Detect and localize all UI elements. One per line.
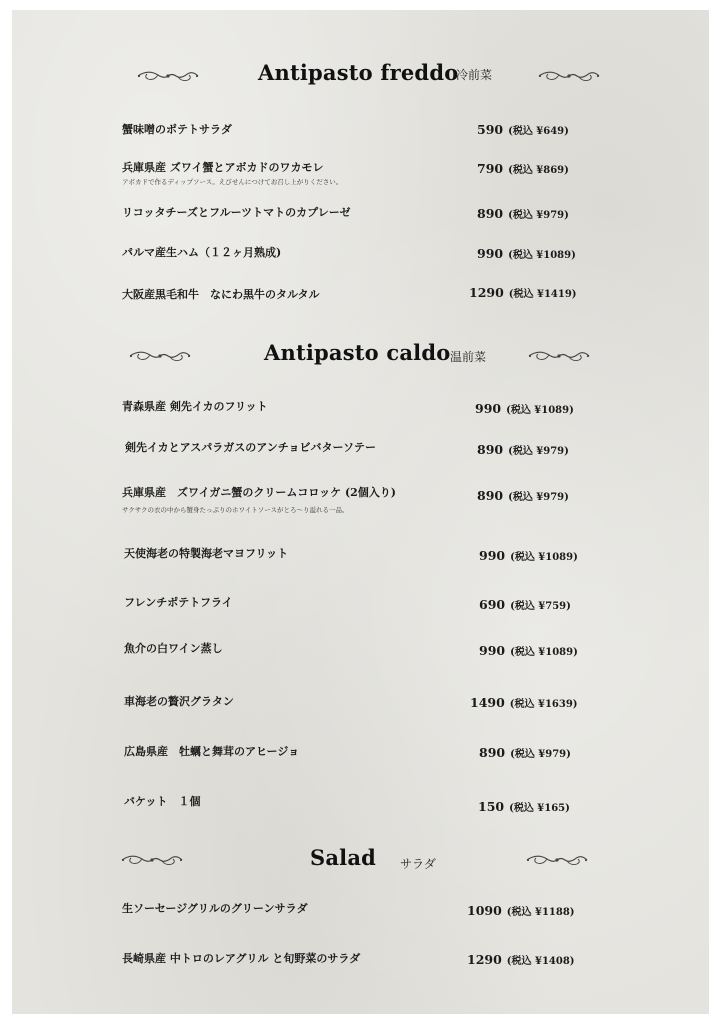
menu-item-name: 兵庫県産 ズワイガニ蟹のクリームコロッケ (2個入り): [122, 486, 397, 499]
menu-item-price: 990 (税込 ¥1089): [479, 643, 578, 658]
ornament-left-icon: [136, 67, 200, 85]
ornament-left-icon: [120, 851, 184, 869]
menu-item-price: 1290 (税込 ¥1408): [467, 952, 575, 967]
menu-item-name: 蟹味噌のポテトサラダ: [122, 123, 232, 136]
menu-item-description: アボカドで作るディップソース。えびせんにつけてお召し上がりください。: [122, 178, 343, 186]
menu-item-price: 1090 (税込 ¥1188): [467, 903, 575, 918]
menu-item-name: 車海老の贅沢グラタン: [124, 695, 234, 708]
menu-item-name: 生ソーセージグリルのグリーンサラダ: [122, 902, 308, 915]
menu-item-name: 広島県産 牡蠣と舞茸のアヒージョ: [124, 745, 300, 758]
section-subtitle-salad: サラダ: [400, 857, 436, 871]
menu-item-name: バケット １個: [124, 795, 201, 808]
ornament-right-icon: [537, 67, 601, 85]
menu-item-name: 大阪産黒毛和牛 なにわ黒牛のタルタル: [122, 288, 320, 301]
ornament-right-icon: [525, 851, 589, 869]
menu-item-price: 150 (税込 ¥165): [478, 799, 570, 814]
menu-item-price: 690 (税込 ¥759): [479, 597, 571, 612]
menu-item-price: 890 (税込 ¥979): [477, 488, 569, 503]
section-subtitle-freddo: 冷前菜: [456, 68, 493, 82]
ornament-right-icon: [527, 347, 591, 365]
menu-item-price: 1490 (税込 ¥1639): [470, 695, 578, 710]
menu-item-name: 兵庫県産 ズワイ蟹とアボカドのワカモレ: [122, 161, 324, 174]
menu-item-name: パルマ産生ハム（１２ヶ月熟成): [122, 246, 282, 259]
menu-item-price: 790 (税込 ¥869): [477, 161, 569, 176]
menu-item-name: 天使海老の特製海老マヨフリット: [124, 547, 289, 560]
menu-item-name: フレンチポテトフライ: [124, 596, 233, 609]
menu-item-name: 剣先イカとアスパラガスのアンチョビバターソテー: [125, 441, 377, 454]
section-subtitle-caldo: 温前菜: [450, 350, 487, 364]
section-title-caldo: Antipasto caldo: [264, 340, 451, 365]
menu-item-price: 890 (税込 ¥979): [477, 206, 569, 221]
menu-item-price: 890 (税込 ¥979): [477, 442, 569, 457]
menu-item-name: 青森県産 剣先イカのフリット: [122, 400, 268, 413]
section-title-freddo: Antipasto freddo: [258, 60, 459, 85]
section-title-salad: Salad: [310, 845, 377, 870]
menu-item-name: 魚介の白ワイン蒸し: [124, 642, 223, 655]
menu-item-price: 890 (税込 ¥979): [479, 745, 571, 760]
menu-item-price: 990 (税込 ¥1089): [477, 246, 576, 261]
menu-item-price: 990 (税込 ¥1089): [479, 548, 578, 563]
ornament-left-icon: [128, 347, 192, 365]
menu-item-price: 1290 (税込 ¥1419): [469, 285, 577, 300]
menu-item-name: 長崎県産 中トロのレアグリル と旬野菜のサラダ: [122, 952, 361, 965]
menu-item-price: 990 (税込 ¥1089): [475, 401, 574, 416]
menu-item-price: 590 (税込 ¥649): [477, 122, 569, 137]
menu-item-description: サクサクの衣の中から蟹身たっぷりのホワイトソースがとろ〜り溢れる一品。: [122, 506, 349, 514]
menu-item-name: リコッタチーズとフルーツトマトのカプレーゼ: [122, 206, 351, 219]
